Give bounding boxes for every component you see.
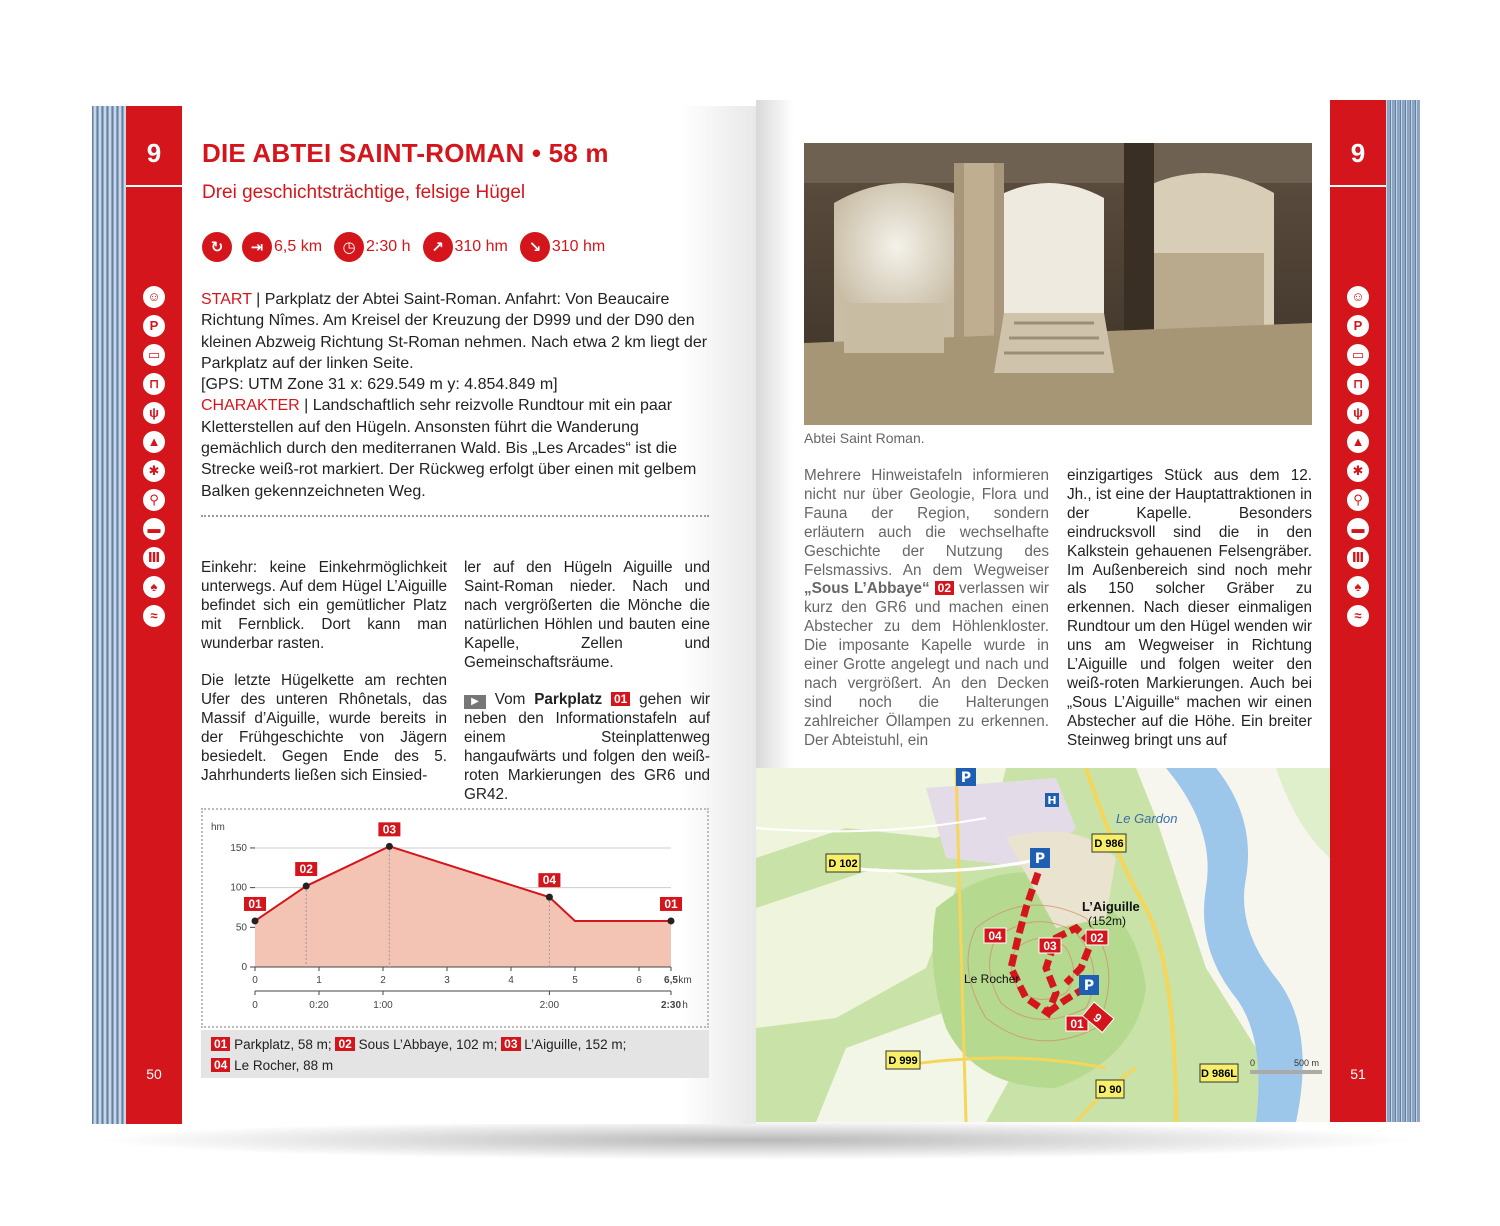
bus-icon: ▭ [1347, 344, 1369, 366]
ascent-value: 310 hm [454, 238, 508, 255]
summit-icon: ▲ [143, 431, 165, 453]
waypoint-label: 03 [382, 822, 397, 837]
road-label: D 986L [1200, 1068, 1238, 1080]
summit-label: L’Aiguille [1082, 899, 1140, 914]
start-text: | Parkplatz der Abtei Saint-Roman. Anfahrt: Von Beaucaire Richtung Nîmes. Am Kreisel der Kreuzung der D999 und der D90 den kleinen Abzweig Richtung St-Roman nehmen. Nach etwa 2 km liegt der Parkplatz auf der linken Seite. [201, 291, 708, 372]
y-axis-label: hm [211, 822, 225, 833]
x-axis-label: km [678, 975, 692, 986]
waypoint-badge: 02 [935, 581, 954, 595]
photo-caption: Abtei Saint Roman. [804, 430, 925, 446]
text-column-3 [804, 467, 1049, 769]
elevation-profile [201, 808, 709, 1028]
page-subtitle: Drei geschichtsträchtige, felsige Hügel [202, 182, 526, 203]
page-number-left: 50 [146, 1066, 162, 1082]
bike-icon: ⚲ [1347, 489, 1369, 511]
character-text: | Landschaftlich sehr reizvolle Rundtour mit ein paar Kletterstellen auf den Hügeln. Ansonsten führt die Wanderung gemächlich durch den mediterranen Wald. Bis „Les Arcades“ ist die Strecke weiß-rot markiert. Der Rückweg erfolgt über einen mit gelbem Balken gekennzeichneten Weg. [201, 397, 697, 500]
book-edge-right [1386, 100, 1420, 1122]
legend-text: Le Rocher, 88 m [234, 1058, 334, 1073]
waypoint-label: 04 [542, 873, 557, 888]
restaurant-icon: ψ [1347, 402, 1369, 424]
page-number-right: 51 [1350, 1066, 1366, 1082]
descent-value: 310 hm [551, 238, 606, 255]
waypoint-label: 01 [664, 896, 678, 911]
elevation-chart [203, 810, 707, 1026]
legend-badge: 01 [211, 1037, 230, 1051]
time-tick-label: 0 [252, 1000, 258, 1011]
tour-number: 9 [146, 138, 162, 168]
distance-value: 6,5 km [274, 238, 323, 255]
paragraph: ler auf den Hügeln Aiguille und Saint-Roman nieder. Nach und nach vergrößerten die Mönche die natürlichen Höhlen und bauten eine Kapelle, Zellen und Gemeinschaftsräume. [464, 559, 710, 671]
parking-label: P [1034, 851, 1046, 867]
play-icon: ▶ [464, 695, 486, 709]
time-tick-label: 0:20 [309, 1000, 329, 1011]
y-tick-label: 0 [241, 962, 247, 973]
legend-text: Sous L’Abbaye, 102 m; [358, 1037, 498, 1052]
legend-text: L’Aiguille, 152 m; [524, 1037, 627, 1052]
waypoint-point [303, 883, 310, 890]
lodging-icon: ▬ [143, 518, 165, 540]
map-waypoint: 04 [988, 929, 1002, 943]
parking-icon: P [1347, 315, 1369, 337]
map-waypoint: 01 [1070, 1017, 1084, 1031]
book-shadow [90, 1120, 1420, 1160]
waypoint-label: 01 [248, 896, 262, 911]
waypoint-legend [201, 1030, 709, 1078]
road-label: D 102 [828, 858, 858, 870]
cablecar-icon: ⊓ [1347, 373, 1369, 395]
time-tick-label: 1:00 [373, 1000, 393, 1011]
red-band-right [1330, 100, 1386, 1122]
museum-icon: Ⅲ [143, 547, 165, 569]
band-separator [1330, 185, 1386, 187]
restaurant-icon: ψ [143, 402, 165, 424]
time-tick-label: 2:30 [660, 1000, 682, 1011]
summit-height: (152m) [1088, 914, 1127, 928]
x-tick-label: 1 [316, 975, 322, 986]
parking-label: P [960, 770, 972, 786]
parking-label: P [1083, 978, 1095, 994]
museum-icon: Ⅲ [1347, 547, 1369, 569]
road-label: D 986 [1094, 838, 1124, 850]
children-icon: ☺ [143, 286, 165, 308]
x-tick-label: 3 [444, 975, 450, 986]
roundtrip-icon: ↻ [202, 232, 232, 262]
intro-block [201, 289, 709, 502]
descent-icon: ↘ [520, 232, 550, 262]
paragraph: ▶ Vom Parkplatz 01 gehen wir neben den Informationstafeln auf einem Steinplattenweg hangaufwärts und folgen den weiß-roten Markierungen des GR6 und GR42. [464, 691, 711, 803]
tour-stats [202, 232, 617, 262]
x-tick-label: 0 [252, 975, 258, 986]
red-band-left [126, 106, 182, 1124]
cave-chapel-image [804, 143, 1312, 425]
waypoint-point [252, 917, 259, 924]
legend-text: Parkplatz, 58 m; [234, 1037, 332, 1052]
road-label: D 90 [1098, 1084, 1122, 1096]
waypoint-point [546, 894, 553, 901]
ascent-icon: ↗ [423, 232, 453, 262]
text-column-2 [464, 559, 710, 824]
distance-icon: ⇥ [242, 232, 272, 262]
band-separator [126, 185, 182, 187]
gps-text: [GPS: UTM Zone 31 x: 629.549 m y: 4.854.849 m] [201, 376, 558, 394]
hospital-label: H [1047, 794, 1057, 807]
paragraph: Einkehr: keine Einkehrmöglichkeit unterwegs. Auf dem Hügel L’Aiguille befindet sich ein gemütlicher Platz mit Fernblick. Dort kann man wunderbar rasten. [201, 559, 447, 652]
page-title: DIE ABTEI SAINT-ROMAN • 58 m [202, 138, 609, 168]
duration-value: 2:30 h [366, 238, 411, 255]
start-label: START [201, 291, 252, 308]
swimming-icon: ≈ [1347, 605, 1369, 627]
topographic-map [756, 768, 1330, 1122]
paragraph: Die letzte Hügelkette am rechten Ufer des unteren Rhônetals, das Massif d’Aiguille, wurde bereits in der Frühgeschichte von Jägern besiedelt. Gegen Ende des 5. Jahrhunderts ließen sich Einsied- [201, 672, 447, 784]
book-edge-left [92, 106, 126, 1124]
y-tick-label: 150 [230, 842, 247, 854]
text-column-1 [201, 559, 447, 805]
bus-icon: ▭ [143, 344, 165, 366]
legend-badge: 04 [211, 1058, 230, 1072]
summit-icon: ▲ [1347, 431, 1369, 453]
profile-area [255, 846, 671, 967]
map-waypoint: 03 [1043, 939, 1057, 953]
time-axis-label: h [682, 1000, 688, 1011]
parking-icon: P [143, 315, 165, 337]
swimming-icon: ≈ [143, 605, 165, 627]
abbey-photo [804, 143, 1312, 425]
cablecar-icon: ⊓ [143, 373, 165, 395]
scale-zero: 0 [1250, 1058, 1256, 1068]
bike-icon: ⚲ [143, 489, 165, 511]
x-tick-label: 2 [380, 975, 386, 986]
winter-icon: ✱ [143, 460, 165, 482]
legend-badge: 02 [335, 1037, 354, 1051]
forest-icon: ♠ [1347, 576, 1369, 598]
waypoint-label: 02 [299, 862, 313, 877]
paragraph: Mehrere Hinweistafeln informieren nicht nur über Geologie, Flora und Fauna der Region, sondern erläutern auch die wechselhafte Geschichte der Nutzung des Felsmassivs. An dem Wegweiser „Sous L’Abbaye“ 02 verlassen wir kurz den GR6 und machen einen Abstecher zu dem Höhlenkloster. Die imposante Kapelle wurde in einer Grotte angelegt und nach und nach vergrößert. An den Decken sind noch die Halterungen zahlreicher Öllampen zu erkennen. Der Abteistuhl, ein [804, 467, 1049, 749]
text-column-4 [1067, 467, 1312, 769]
waypoint-point [386, 843, 393, 850]
legend-badge: 03 [501, 1037, 520, 1051]
x-tick-label: 5 [572, 975, 578, 986]
children-icon: ☺ [1347, 286, 1369, 308]
winter-icon: ✱ [1347, 460, 1369, 482]
rocher-label: Le Rocher [964, 972, 1020, 986]
x-tick-label: 4 [508, 975, 514, 986]
tour-number: 9 [1350, 138, 1366, 168]
lodging-icon: ▬ [1347, 518, 1369, 540]
river-label: Le Gardon [1116, 811, 1178, 826]
map-waypoint: 02 [1090, 931, 1104, 945]
paragraph: einzigartiges Stück aus dem 12. Jh., ist eine der Hauptattraktionen in der Kapelle. Besonders eindrucksvoll sind die in den Kalkstein gehauenen Felsengräber. Im Außenbereich sind noch mehr als 150 solcher Gräber zu erkennen. Nach dieser einmaligen Rundtour um den Hügel wenden wir uns am Wegweiser in Richtung L’Aiguille und folgen weiter den weiß-roten Markierungen. Auch bei „Sous L’Aiguille“ machen wir einen Abstecher auf die Höhe. Ein breiter Steinweg bringt uns auf [1067, 467, 1312, 749]
character-label: CHARAKTER [201, 397, 300, 415]
time-tick-label: 2:00 [539, 1000, 560, 1011]
x-tick-label: 6,5 [664, 975, 678, 986]
y-tick-label: 50 [235, 922, 247, 934]
forest-icon: ♠ [143, 576, 165, 598]
waypoint-point [668, 917, 675, 924]
divider [201, 515, 709, 517]
x-tick-label: 6 [636, 975, 642, 986]
clock-icon: ◷ [334, 232, 364, 262]
scale-500: 500 m [1294, 1058, 1320, 1068]
y-tick-label: 100 [230, 882, 247, 894]
waypoint-badge: 01 [611, 692, 630, 706]
route-number-marker: 9 [1090, 1010, 1105, 1026]
road-label: D 999 [888, 1055, 918, 1067]
route-map [756, 768, 1330, 1122]
